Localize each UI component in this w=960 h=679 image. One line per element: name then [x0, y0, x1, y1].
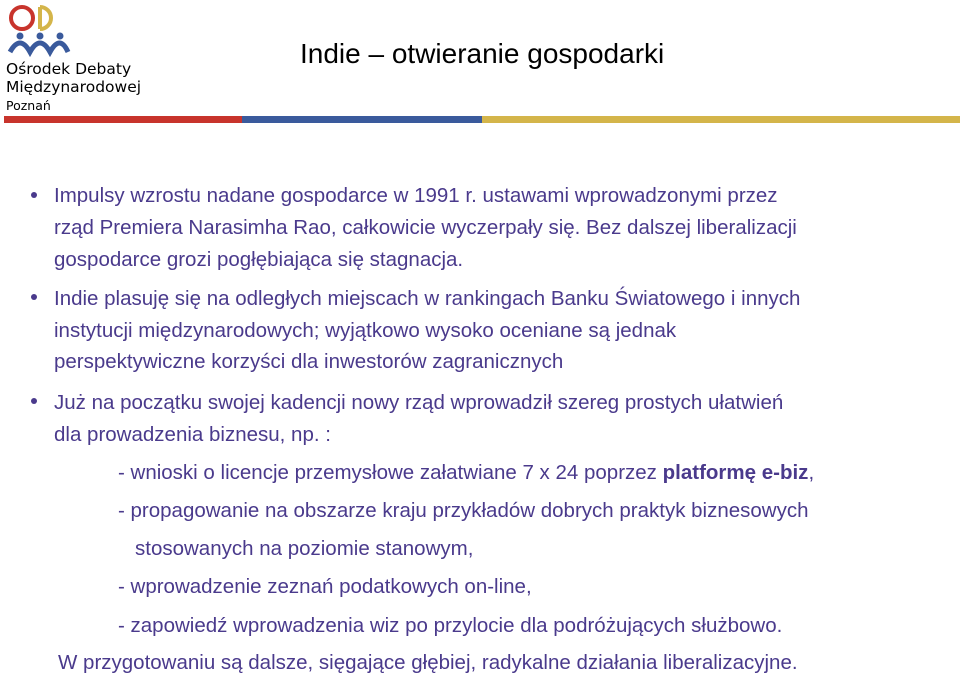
logo-line-3: Poznań — [6, 98, 51, 113]
stripe-blue — [242, 116, 482, 123]
header-stripe — [4, 116, 960, 123]
closing-line: W przygotowaniu są dalsze, sięgające głębiej, radykalne działania liberalizacyjne. — [58, 651, 798, 674]
bullet-1-line-3: gospodarce grozi pogłębiająca się stagnacja. — [54, 248, 464, 271]
logo-line-1: Ośrodek Debaty — [6, 60, 132, 78]
subitem-4: - zapowiedź wprowadzenia wiz po przylocie dla podróżujących służbowo. — [118, 614, 783, 637]
bullet-2-line-3: perspektywiczne korzyści dla inwestorów zagranicznych — [54, 350, 564, 373]
logo-line-2: Międzynarodowej — [6, 78, 142, 96]
subitem-1-text: - wnioski o licencje przemysłowe załatwiane 7 x 24 poprzez — [118, 461, 663, 484]
bullet-dot — [31, 398, 37, 404]
bullet-dot — [31, 294, 37, 300]
bullet-1-line-2: rząd Premiera Narasimha Rao, całkowicie wyczerpały się. Bez dalszej liberalizacji — [54, 216, 797, 239]
subitem-2-line-2: stosowanych na poziomie stanowym, — [135, 537, 474, 560]
slide-title: Indie – otwieranie gospodarki — [300, 38, 665, 69]
bullet-2-line-2: instytucji międzynarodowych; wyjątkowo wysoko oceniane są jednak — [54, 319, 677, 342]
bullet-dot — [31, 192, 37, 198]
bullet-1-line-1: Impulsy wzrostu nadane gospodarce w 1991 r. ustawami wprowadzonymi przez — [54, 184, 778, 207]
subitem-1-bold: platformę e-biz — [662, 461, 809, 484]
bullet-3-line-2: dla prowadzenia biznesu, np. : — [54, 423, 331, 446]
subitem-1 — [118, 457, 814, 489]
subitem-3: - wprowadzenie zeznań podatkowych on-line, — [118, 575, 532, 598]
subitem-1-end: , — [808, 461, 815, 484]
stripe-gold — [482, 116, 960, 123]
stripe-red — [4, 116, 242, 123]
subitem-2-line-1: - propagowanie na obszarze kraju przykładów dobrych praktyk biznesowych — [118, 499, 809, 522]
bullet-2-line-1: Indie plasuję się na odległych miejscach w rankingach Banku Światowego i innych — [54, 287, 801, 310]
odm-logo-mark-icon — [4, 2, 74, 58]
odm-logo — [4, 2, 154, 114]
bullet-3-line-1: Już na początku swojej kadencji nowy rząd wprowadził szereg prostych ułatwień — [54, 391, 784, 414]
